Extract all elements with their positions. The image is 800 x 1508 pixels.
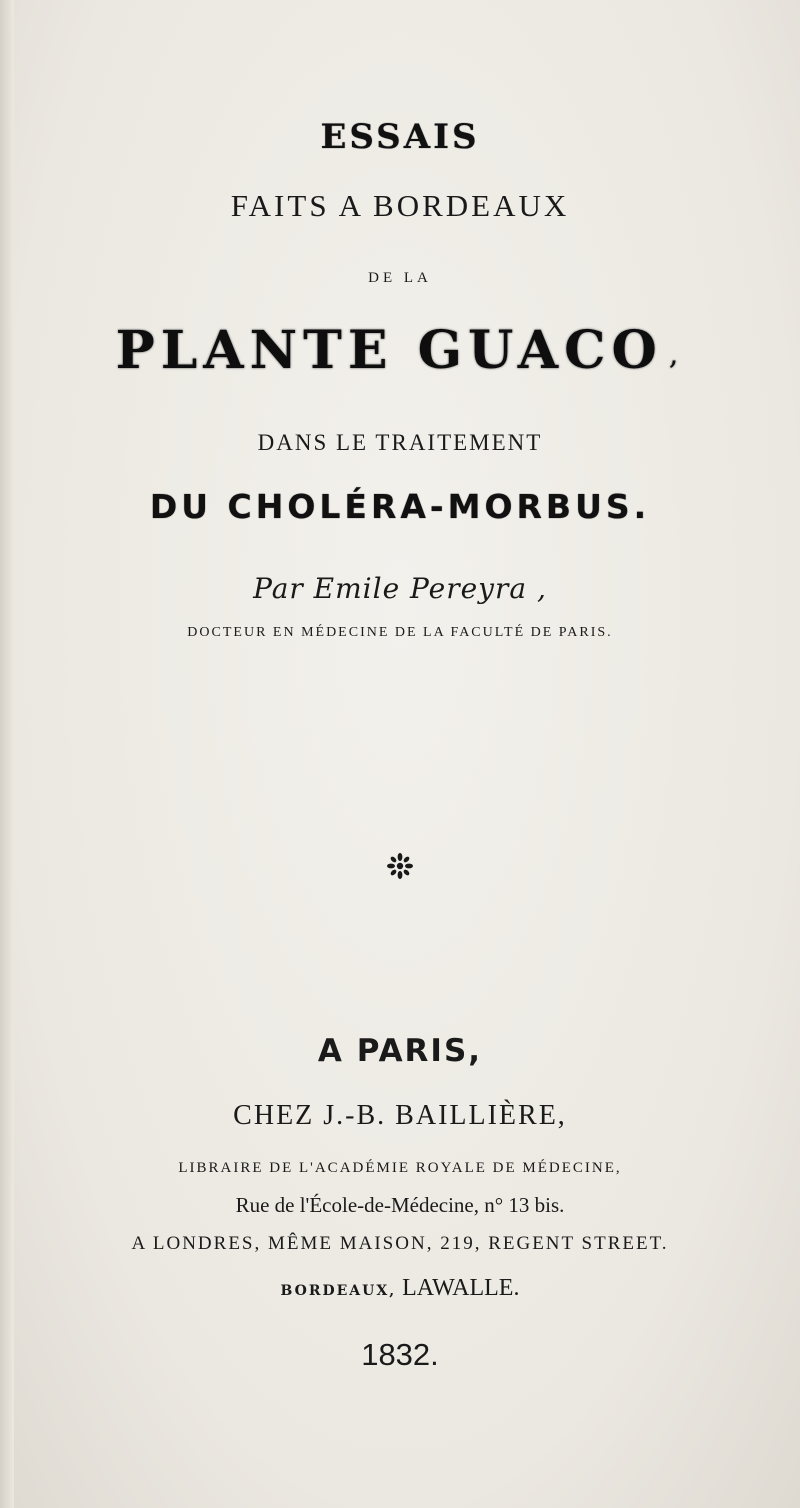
bordeaux-label: BORDEAUX,	[280, 1283, 397, 1299]
author-line: Par Emile Pereyra ,	[253, 572, 547, 605]
floral-ornament-icon	[386, 852, 414, 880]
author-credentials: DOCTEUR EN MÉDECINE DE LA FACULTÉ DE PARIS.	[187, 625, 613, 640]
title-plant-name	[0, 320, 800, 381]
imprint-bordeaux	[0, 1275, 800, 1302]
imprint-address: Rue de l'École-de-Médecine, n° 13 bis.	[235, 1193, 565, 1217]
imprint-city: A PARIS,	[317, 1033, 483, 1069]
plant-name-comma: ,	[668, 337, 685, 372]
title-line-dans: DANS LE TRAITEMENT	[257, 430, 543, 455]
title-line-de-la: DE LA	[368, 270, 432, 286]
bordeaux-seller: LAWALLE.	[402, 1275, 520, 1301]
series-heading: ESSAIS	[320, 117, 480, 157]
imprint-publisher-title: LIBRAIRE DE L'ACADÉMIE ROYALE DE MÉDECINE,	[178, 1160, 622, 1176]
imprint-london: A LONDRES, MÊME MAISON, 219, REGENT STREET.	[131, 1233, 669, 1254]
plant-name-text: PLANTE GUACO	[115, 320, 663, 381]
title-subject: DU CHOLÉRA-MORBUS.	[149, 487, 651, 526]
publication-year: 1832.	[361, 1337, 439, 1372]
title-line-faits: FAITS A BORDEAUX	[230, 188, 570, 223]
imprint-publisher: CHEZ J.-B. BAILLIÈRE,	[233, 1100, 567, 1131]
